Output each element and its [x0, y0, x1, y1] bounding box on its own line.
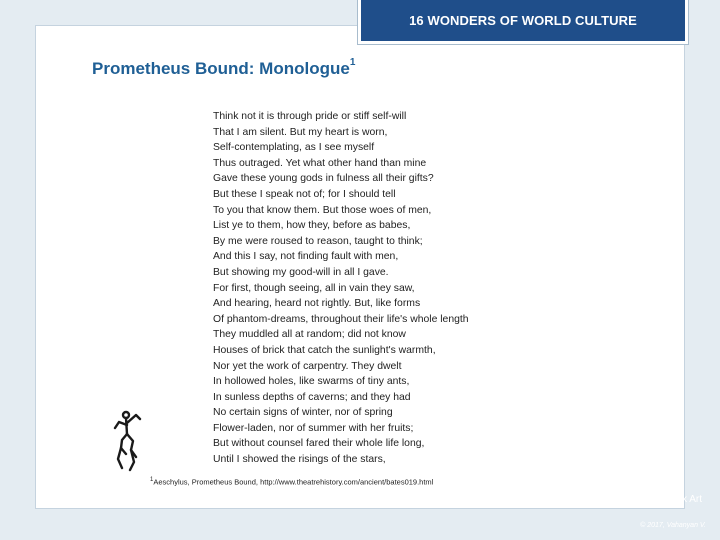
- poem-line: To you that know them. But those woes of men,: [213, 204, 432, 216]
- slide-title-text: Prometheus Bound: Monologue: [92, 59, 350, 78]
- poem-line: No certain signs of winter, nor of spring: [213, 407, 393, 419]
- poem-line: Flower-laden, nor of summer with her fruits;: [213, 422, 414, 434]
- poem-line: Of phantom-dreams, throughout their life's whole length: [213, 313, 469, 325]
- footnote-text: Aeschylus, Prometheus Bound, http://www.theatrehistory.com/ancient/bates019.html: [153, 477, 434, 487]
- poem-line: And this I say, not finding fault with men,: [213, 251, 399, 263]
- poem-line: But these I speak not of; for I should tell: [213, 188, 396, 200]
- poem-line: Gave these young gods in fulness all their gifts?: [213, 173, 434, 185]
- poem-line: By me were roused to reason, taught to think;: [213, 235, 423, 247]
- poem-line: Think not it is through pride or stiff self-will: [213, 111, 407, 122]
- poem-line: That I am silent. But my heart is worn,: [213, 126, 388, 138]
- header-tab: [358, 0, 688, 44]
- poem-line: Thus outraged. Yet what other hand than mine: [213, 157, 427, 169]
- poem-text: [213, 109, 513, 468]
- poem-line: Until I showed the risings of the stars,: [213, 454, 386, 466]
- poem-line: They muddled all at random; did not know: [213, 329, 406, 341]
- poem-line: Houses of brick that catch the sunlight's warmth,: [213, 344, 436, 356]
- poem-line: Nor yet the work of carpentry. They dwelt: [213, 360, 402, 372]
- rock-art-figure-icon: [112, 410, 146, 474]
- poem-line: In sunless depths of caverns; and they had: [213, 391, 411, 403]
- slide-title-footnote-mark: 1: [349, 57, 356, 69]
- poem-line: In hollowed holes, like swarms of tiny ants,: [213, 376, 410, 388]
- footnote: [150, 477, 433, 487]
- poem-line: But without counsel fared their whole life long,: [213, 438, 425, 450]
- poem-line: But showing my good-will in all I gave.: [213, 266, 389, 278]
- header-title: 16 WONDERS OF WORLD CULTURE: [409, 13, 637, 28]
- poem-line: Self-contemplating, as I see myself: [213, 142, 375, 154]
- poem-line: List ye to them, how they, before as babes,: [213, 220, 411, 232]
- slide-title: [92, 59, 355, 79]
- copyright-text: © 2017, Vahanyan V.: [640, 522, 706, 529]
- poem-line: And hearing, heard not rightly. But, like forms: [213, 298, 421, 310]
- poem-line: For first, though seeing, all in vain they saw,: [213, 282, 415, 294]
- collection-credit: from the collection of Armenian Rock Art: [524, 494, 702, 505]
- footnote-mark: 1: [150, 477, 154, 483]
